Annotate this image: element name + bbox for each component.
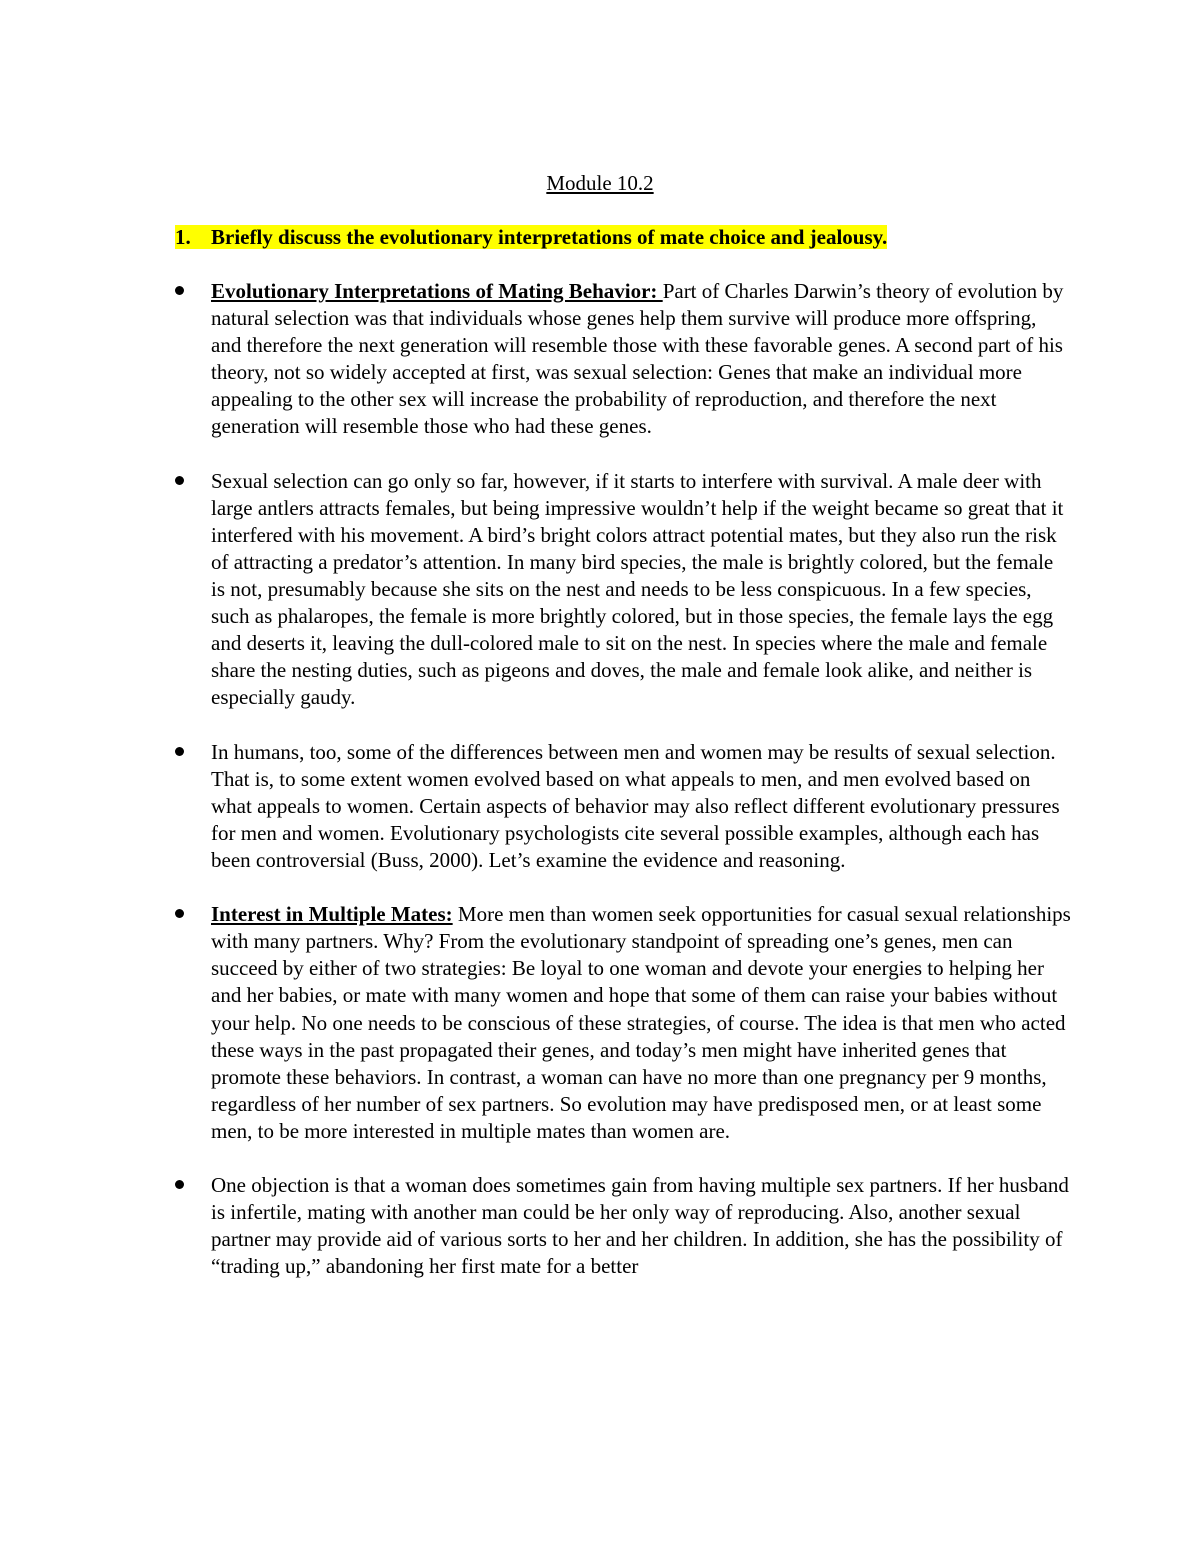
bullet-icon xyxy=(175,286,184,295)
bullet-item xyxy=(211,468,1071,712)
bullet-lead: Interest in Multiple Mates: xyxy=(211,902,453,927)
bullet-text: In humans, too, some of the differences between men and women may be results of sexual selection. That is, to some extent women evolved based on what appeals to men, and men evolved based on what appeals to women. Certain aspects of behavior may also reflect different evolutionary pressures for men and women. Evolutionary psychologists cite several possible examples, although each has been controversial (Buss, 2000). Let’s examine the evidence and reasoning. xyxy=(211,739,1060,872)
bullet-icon xyxy=(175,747,184,756)
bullet-item xyxy=(211,1172,1071,1280)
question-heading xyxy=(175,224,1075,251)
bullet-lead: Evolutionary Interpretations of Mating Behavior: xyxy=(211,279,663,303)
question-number: 1. xyxy=(175,225,191,249)
bullet-icon xyxy=(175,1180,184,1189)
bullet-text: One objection is that a woman does sometimes gain from having multiple sex partners. If her husband is infertile, mating with another man could be her only way of reproducing. Also, another sexual partner may provide aid of various sorts to her and her children. In addition, she has the possibility of “trading up,” abandoning her first mate for a better xyxy=(211,1173,1069,1279)
bullet-icon xyxy=(175,909,184,918)
bullet-text: Part of Charles Darwin’s theory of evolution by natural selection was that individuals whose genes help them survive will produce more offspring, and therefore the next generation will resemble those with these favorable genes. A second part of his theory, not so widely accepted at first, was sexual selection: Genes that make an individual more appealing to the other sex will increase the probability of reproduction, and therefore the next generation will resemble those who had these genes. xyxy=(211,279,1064,439)
bullet-icon xyxy=(175,476,184,485)
question-text: Briefly discuss the evolutionary interpretations of mate choice and jealousy. xyxy=(211,225,888,249)
bullet-list xyxy=(211,278,1071,1308)
bullet-text: More men than women seek opportunities for casual sexual relationships with many partners. Why? From the evolutionary standpoint of spreading one’s genes, men can succeed by either of two strategies: Be loyal to one woman and devote your energies to helping her and her babies, or mate with many women and hope that some of them can raise your babies without your help. No one needs to be conscious of these strategies, of course. The idea is that men who acted these ways in the past propagated their genes, and today’s men might have inherited genes that promote these behaviors. In contrast, a woman can have no more than one pregnancy per 9 months, regardless of her number of sex partners. So evolution may have predisposed men, or at least some men, to be more interested in multiple mates than women are. xyxy=(211,902,1071,1143)
bullet-item xyxy=(211,901,1071,1145)
page-title xyxy=(0,170,1200,197)
bullet-item xyxy=(211,278,1071,441)
question-highlight xyxy=(175,225,887,249)
bullet-text: Sexual selection can go only so far, however, if it starts to interfere with survival. A male deer with large antlers attracts females, but being impressive wouldn’t help if the weight became so great that it interfered with his movement. A bird’s bright colors attract potential mates, but they also run the risk of attracting a predator’s attention. In many bird species, the male is brightly colored, but the female is not, presumably because she sits on the nest and needs to be less conspicuous. In a few species, such as phalaropes, the female is more brightly colored, but in those species, the female lays the egg and deserts it, leaving the dull-colored male to sit on the nest. In species where the male and female share the nesting duties, such as pigeons and doves, the male and female look alike, and neither is especially gaudy. xyxy=(211,468,1064,710)
page-title-text: Module 10.2 xyxy=(546,171,654,195)
bullet-item xyxy=(211,739,1071,874)
